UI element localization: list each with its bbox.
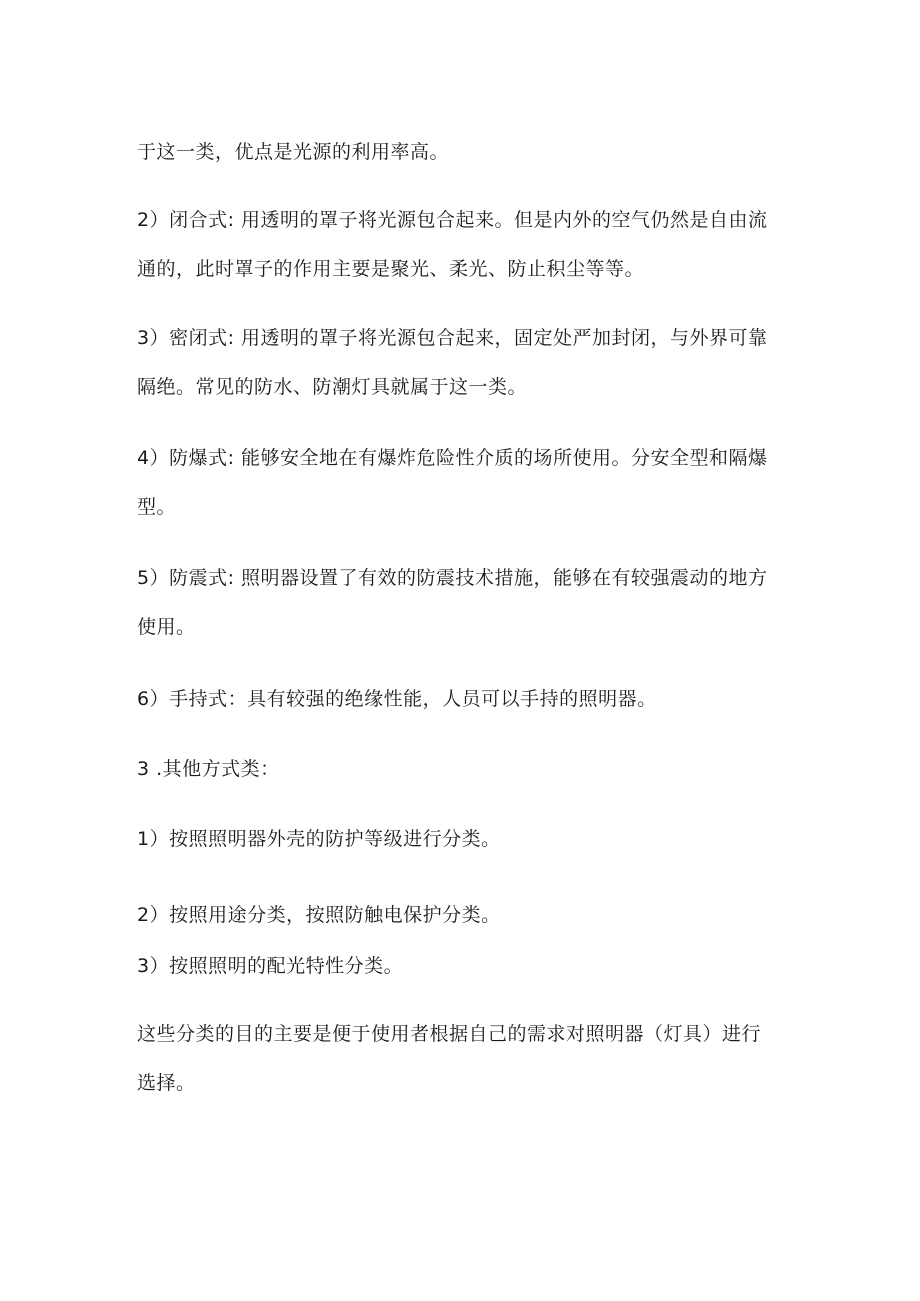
paragraph-sealed-type xyxy=(137,314,787,412)
paragraph-shockproof-type xyxy=(137,554,787,652)
paragraph-intro xyxy=(137,128,787,177)
paragraph-other-methods-heading xyxy=(137,745,787,794)
text-line: 这些分类的目的主要是便于使用者根据自己的需求对照明器（灯具）进行 xyxy=(137,1023,762,1045)
text-line: 通的，此时罩子的作用主要是聚光、柔光、防止积尘等等。 xyxy=(137,258,645,280)
text-line: 1）按照照明器外壳的防护等级进行分类。 xyxy=(137,828,501,850)
text-line: 5）防震式: 照明器设置了有效的防震技术措施，能够在有较强震动的地方 xyxy=(137,567,768,589)
text-line: 使用。 xyxy=(137,616,196,638)
text-line: 3）按照照明的配光特性分类。 xyxy=(137,955,404,977)
paragraph-purpose xyxy=(137,1010,787,1108)
text-line: 6）手持式：具有较强的绝缘性能，人员可以手持的照明器。 xyxy=(137,688,657,710)
paragraph-protection-level xyxy=(137,815,787,864)
paragraph-handheld-type xyxy=(137,675,787,724)
text-line: 3）密闭式: 用透明的罩子将光源包合起来，固定处严加封闭，与外界可靠 xyxy=(137,327,768,349)
text-line: 型。 xyxy=(137,496,177,518)
paragraph-explosion-proof-type xyxy=(137,434,787,532)
text-line: 于这一类，优点是光源的利用率高。 xyxy=(137,141,450,163)
text-line: 2）按照用途分类，按照防触电保护分类。 xyxy=(137,904,501,926)
text-line: 3 .其他方式类： xyxy=(137,758,280,780)
text-line: 2）闭合式: 用透明的罩子将光源包合起来。但是内外的空气仍然是自由流 xyxy=(137,209,768,231)
text-line: 4）防爆式: 能够安全地在有爆炸危险性介质的场所使用。分安全型和隔爆 xyxy=(137,447,768,469)
paragraph-by-use xyxy=(137,891,787,940)
text-line: 隔绝。常见的防水、防潮灯具就属于这一类。 xyxy=(137,376,528,398)
paragraph-closed-type xyxy=(137,196,787,294)
paragraph-light-distribution xyxy=(137,942,787,991)
text-line: 选择。 xyxy=(137,1072,196,1094)
